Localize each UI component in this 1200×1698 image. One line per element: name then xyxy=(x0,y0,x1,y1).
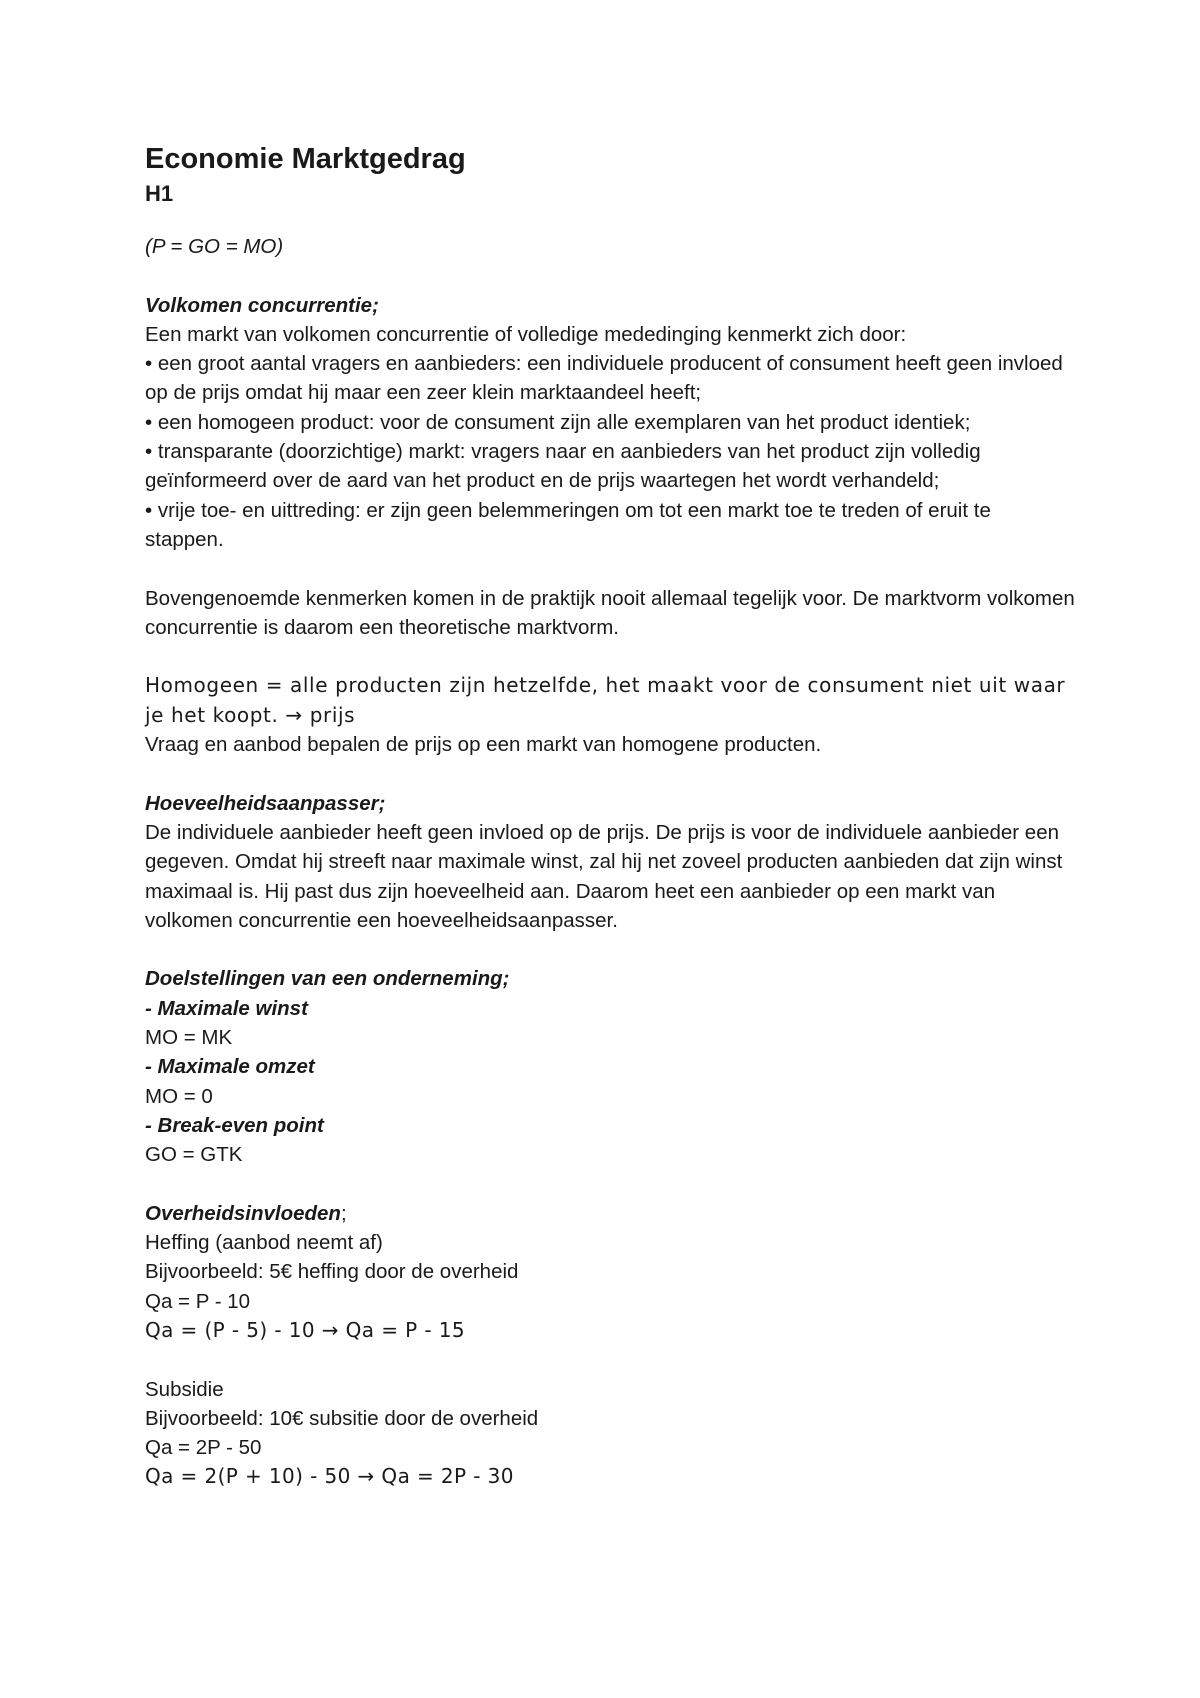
section-heading-volkomen-concurrentie: Volkomen concurrentie; xyxy=(145,293,379,317)
heffing-equation: Qa = P - 10 xyxy=(145,1289,251,1313)
paragraph-vraag-aanbod: Vraag en aanbod bepalen de prijs op een markt van homogene producten. xyxy=(145,733,822,757)
goal-label: - Maximale omzet xyxy=(145,1055,315,1079)
goal-value: GO = GTK xyxy=(145,1143,243,1167)
goal-value: MO = 0 xyxy=(145,1084,213,1108)
subsidie-equation: Qa = 2P - 50 xyxy=(145,1436,262,1460)
section-heading-text: Overheidsinvloeden xyxy=(145,1201,341,1225)
subsidie-example: Bijvoorbeeld: 10€ subsitie door de overheid xyxy=(145,1406,539,1430)
bullet-item: • vrije toe- en uittreding: er zijn geen belemmeringen om tot een markt toe te treden of eruit te stappen. xyxy=(145,498,991,551)
section-heading-doelstellingen: Doelstellingen van een onderneming; xyxy=(145,967,510,991)
heffing-title: Heffing (aanbod neemt af) xyxy=(145,1231,383,1255)
section-heading-overheidsinvloeden xyxy=(145,1199,1075,1228)
chapter-heading: H1 xyxy=(145,181,174,206)
goal-label: - Maximale winst xyxy=(145,996,308,1020)
heffing-example: Bijvoorbeeld: 5€ heffing door de overheid xyxy=(145,1260,519,1284)
paragraph-hoeveelheidsaanpasser: De individuele aanbieder heeft geen invloed op de prijs. De prijs is voor de individuele aanbieder een gegeven. Omdat hij streeft naar maximale winst, zal hij net zoveel producten aanbieden dat zijn winst maximaal is. Hij past dus zijn hoeveelheid aan. Daarom heet een aanbieder op een markt van volkomen concurrentie een hoeveelheidsaanpasser. xyxy=(145,820,1063,932)
document-page xyxy=(145,140,1075,1492)
section-heading-hoeveelheidsaanpasser: Hoeveelheidsaanpasser; xyxy=(145,791,386,815)
subsidie-equation: Qa = 2(P + 10) - 50 → Qa = 2P - 30 xyxy=(145,1464,514,1489)
goal-label: - Break-even point xyxy=(145,1113,324,1137)
subsidie-title: Subsidie xyxy=(145,1377,224,1401)
intro-paragraph: Een markt van volkomen concurrentie of volledige mededinging kenmerkt zich door: xyxy=(145,322,907,346)
document-title: Economie Marktgedrag xyxy=(145,143,466,175)
bullet-item: • transparante (doorzichtige) markt: vragers naar en aanbieders van het product zijn volledig geïnformeerd over de aard van het product en de prijs waartegen het wordt verhandeld; xyxy=(145,440,981,493)
bullet-item: • een groot aantal vragers en aanbieders: een individuele producent of consument heeft geen invloed op de prijs omdat hij maar een zeer klein marktaandeel heeft; xyxy=(145,352,1063,405)
formula-line: (P = GO = MO) xyxy=(145,235,284,258)
paragraph-kenmerken: Bovengenoemde kenmerken komen in de praktijk nooit allemaal tegelijk voor. De marktvorm volkomen concurrentie is daarom een theoretische marktvorm. xyxy=(145,586,1075,639)
goal-value: MO = MK xyxy=(145,1026,233,1050)
paragraph-homogeen: Homogeen = alle producten zijn hetzelfde, het maakt voor de consument niet uit waar je het koopt. → prijs xyxy=(145,673,1066,727)
bullet-item: • een homogeen product: voor de consument zijn alle exemplaren van het product identiek; xyxy=(145,410,971,434)
heffing-equation: Qa = (P - 5) - 10 → Qa = P - 15 xyxy=(145,1317,465,1342)
section-heading-suffix: ; xyxy=(340,1201,347,1225)
